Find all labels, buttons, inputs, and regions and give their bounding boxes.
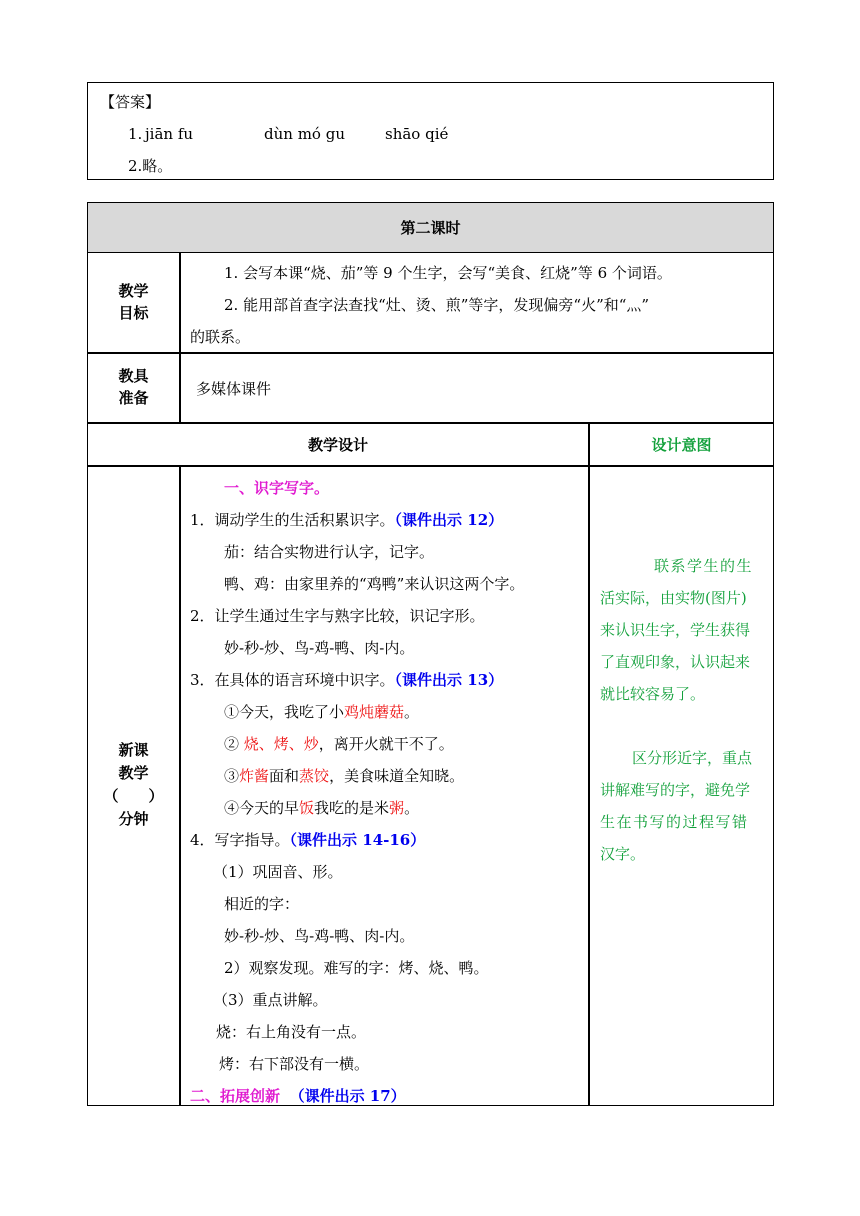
example-2-pre: ② [224, 735, 244, 753]
section-2-title: 二、拓展创新 [190, 1087, 281, 1105]
example-1-highlight: 鸡炖蘑菇 [344, 703, 405, 721]
example-2-highlight: 烧、烤、炒 [243, 735, 319, 753]
example-3-highlight-2: 蒸饺 [299, 767, 330, 785]
example-1-pre: ①今天，我吃了小 [224, 703, 345, 721]
point-3-text: 3．在具体的语言环境中识字。 [190, 671, 395, 689]
goal-2b: 的联系。 [190, 328, 251, 346]
goal-label [88, 280, 179, 324]
example-2-post: ，离开火就干不了。 [318, 735, 454, 753]
point-1-text: 1．调动学生的生活积累识字。 [190, 511, 395, 529]
section-1-heading: 一、识字写字。 [224, 479, 330, 497]
example-1-post: 。 [404, 703, 420, 721]
answer-line1-num: 1. [128, 125, 143, 143]
row-divider [87, 352, 774, 354]
new-lesson-label-4: 分钟 [118, 810, 149, 828]
new-lesson-label-1: 新课 [118, 741, 149, 759]
section-2-heading [190, 1086, 406, 1106]
example-3-mid: 面和 [269, 767, 300, 785]
example-4-mid: 我吃的是米 [314, 799, 390, 817]
design-header-cell [88, 423, 588, 465]
intent-1-line-5: 就比较容易了。 [600, 685, 706, 703]
example-3 [224, 766, 464, 786]
answer-pinyin-3: shāo qié [385, 125, 449, 143]
point-4-ref: （课件出示 14-16） [289, 831, 426, 849]
point-4c: 妙-秒-炒、鸟-鸡-鸭、肉-内。 [224, 927, 415, 945]
example-4-highlight-2: 粥 [389, 799, 405, 817]
answer-pinyin-1: jiān fu [145, 125, 194, 143]
intent-1-line-4: 了直观印象，认识起来 [600, 653, 751, 671]
intent-header: 设计意图 [651, 435, 712, 454]
label-column-divider [179, 252, 181, 423]
example-3-post: ，美食味道全知晓。 [329, 767, 465, 785]
label-column-divider [179, 465, 181, 1106]
tools-text: 多媒体课件 [196, 380, 272, 398]
intent-paragraph-2 [600, 742, 772, 870]
intent-2-line-1: 区分形近字，重点 [632, 749, 753, 767]
intent-2-line-2: 讲解难写的字，避免学 [600, 781, 751, 799]
new-lesson-label-2: 教学 [118, 764, 149, 782]
point-4e: （3）重点讲解。 [213, 991, 328, 1009]
example-1 [224, 702, 419, 722]
goal-label-line-1: 教学 [118, 282, 149, 300]
lesson-header: 第二课时 [400, 219, 461, 237]
point-3-ref: （课件出示 13） [394, 671, 504, 689]
example-3-highlight-1: 炸酱 [239, 767, 270, 785]
intent-column-divider [588, 422, 590, 1106]
tools-label [88, 365, 179, 409]
intent-paragraph-1 [600, 550, 772, 710]
example-4-post: 。 [404, 799, 420, 817]
example-4-pre: ④今天的早 [224, 799, 300, 817]
new-lesson-label-3: （ ） [103, 787, 164, 805]
example-4-highlight-1: 饭 [299, 799, 315, 817]
new-lesson-label [88, 739, 179, 831]
point-2: 2．让学生通过生字与熟字比较，识记字形。 [190, 607, 485, 625]
intent-header-cell [590, 423, 773, 465]
intent-1-line-1: 联系学生的生 [654, 557, 754, 575]
example-3-pre: ③ [224, 767, 240, 785]
design-header: 教学设计 [307, 435, 368, 454]
intent-2-line-3: 生在书写的过程写错 [600, 813, 749, 831]
point-4d: 2）观察发现。难写的字：烤、烧、鸭。 [224, 959, 489, 977]
point-4g: 烤：右下部没有一横。 [219, 1055, 370, 1073]
answer-title: 【答案】 [100, 93, 161, 111]
intent-1-line-2: 活实际，由实物(图片) [600, 589, 747, 607]
tools-label-line-1: 教具 [118, 367, 149, 385]
goal-label-line-2: 目标 [118, 304, 149, 322]
lesson-header-cell [88, 203, 773, 253]
point-1-ref: （课件出示 12） [394, 511, 504, 529]
goal-2a: 2. 能用部首查字法查找“灶、烫、煎”等字，发现偏旁“火”和“灬” [224, 296, 650, 314]
point-4f: 烧：右上角没有一点。 [216, 1023, 367, 1041]
goal-1: 1. 会写本课“烧、茄”等 9 个生字，会写“美食、红烧”等 6 个词语。 [224, 264, 672, 282]
point-4-text: 4．写字指导。 [190, 831, 290, 849]
row-divider [87, 465, 774, 467]
answer-pinyin-2: dùn mó gu [264, 125, 345, 143]
section-2-ref: （课件出示 17） [289, 1087, 406, 1105]
point-1 [190, 510, 503, 530]
point-4a: （1）巩固音、形。 [213, 863, 343, 881]
example-2 [224, 734, 454, 754]
point-4b: 相近的字： [224, 895, 300, 913]
point-2a: 妙-秒-炒、鸟-鸡-鸭、肉-内。 [224, 639, 415, 657]
point-4 [190, 830, 425, 850]
tools-label-line-2: 准备 [118, 389, 149, 407]
intent-1-line-3: 来认识生字，学生获得 [600, 621, 751, 639]
example-4 [224, 798, 419, 818]
point-3 [190, 670, 503, 690]
answer-line2: 2.略。 [128, 157, 173, 175]
point-1b: 鸭、鸡：由家里养的“鸡鸭”来认识这两个字。 [224, 575, 525, 593]
point-1a: 茄：结合实物进行认字，记字。 [224, 543, 435, 561]
intent-2-line-4: 汉字。 [600, 845, 646, 863]
